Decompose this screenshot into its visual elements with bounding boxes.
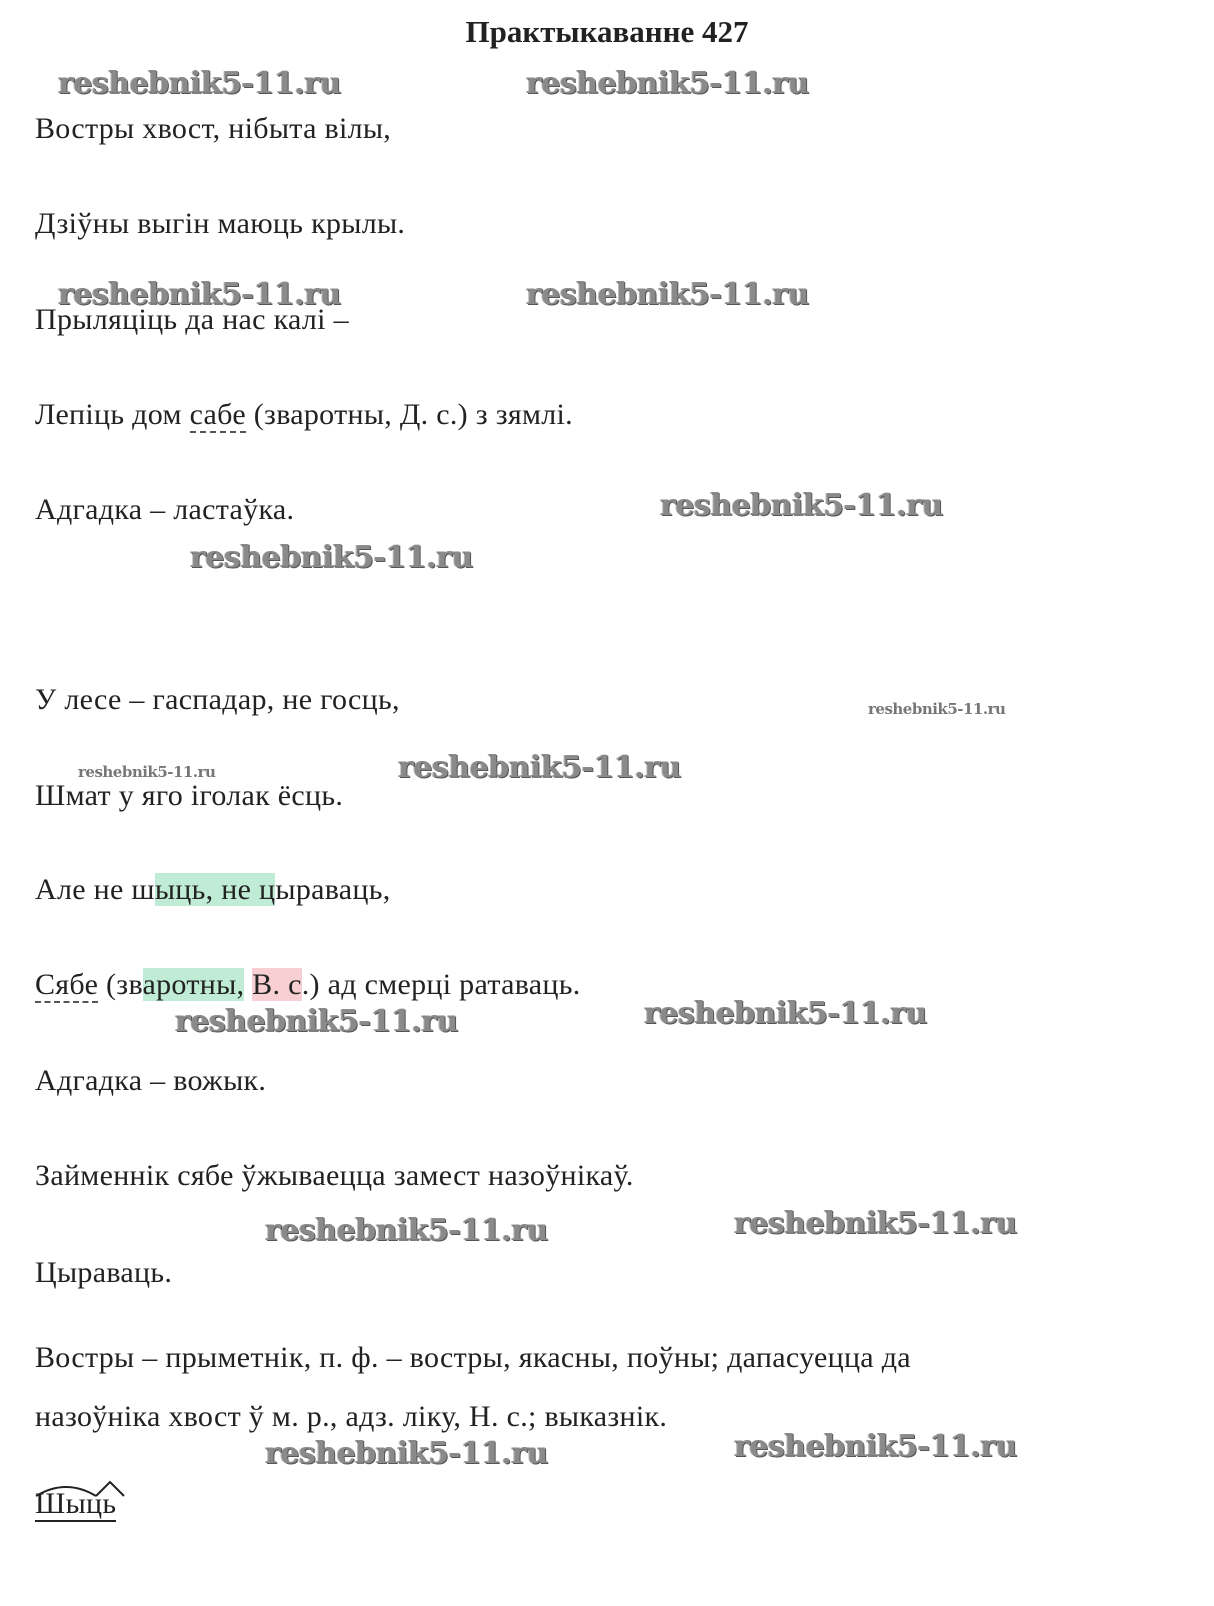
text-line	[35, 1487, 116, 1521]
watermark: reshebnik5-11.ru	[734, 1429, 1017, 1464]
watermark: reshebnik5-11.ru	[734, 1206, 1017, 1241]
text-segment: .) ад смерці ратаваць.	[301, 968, 581, 1001]
watermark: reshebnik5-11.ru	[175, 1004, 458, 1039]
watermark: reshebnik5-11.ru	[868, 700, 1006, 718]
text-line	[35, 873, 391, 907]
highlight: аротны,	[142, 968, 245, 1001]
watermark: reshebnik5-11.ru	[526, 66, 809, 101]
text-line: Прыляціць да нас калі –	[35, 303, 349, 336]
text-line: Дзіўны выгін маюць крылы.	[35, 207, 406, 240]
watermark: reshebnik5-11.ru	[58, 66, 341, 101]
watermark: reshebnik5-11.ru	[78, 763, 216, 781]
text-segment: (зв	[98, 968, 143, 1001]
text-line: Займеннік сябе ўжываецца замест назоўнікаў.	[35, 1159, 634, 1192]
text-line: У лесе – гаспадар, не госць,	[35, 683, 400, 716]
highlight: ыць, не ц	[154, 873, 276, 906]
word-parsed: Шыць	[35, 1487, 117, 1520]
page-title: Практыкаванне 427	[465, 14, 749, 49]
text-line	[35, 968, 581, 1002]
watermark: reshebnik5-11.ru	[58, 277, 341, 312]
watermark: reshebnik5-11.ru	[644, 996, 927, 1031]
highlight: В. с	[252, 968, 302, 1001]
pronoun-underlined: сабе	[189, 398, 246, 431]
text-line: Шмат у яго іголак ёсць.	[35, 779, 344, 812]
watermark: reshebnik5-11.ru	[265, 1213, 548, 1248]
text-segment: ыраваць,	[275, 873, 391, 906]
text-line: назоўніка хвост ў м. р., адз. ліку, Н. с.; выказнік.	[35, 1400, 668, 1433]
text-line	[35, 398, 573, 432]
watermark: reshebnik5-11.ru	[660, 488, 943, 523]
text-line: Востры хвост, нібыта вілы,	[35, 112, 392, 145]
text-segment: Але не ш	[35, 873, 155, 906]
text-segment: Лепіць дом	[35, 398, 190, 431]
text-line: Востры – прыметнік, п. ф. – востры, якасны, поўны; дапасуецца да	[35, 1341, 911, 1374]
watermark: reshebnik5-11.ru	[190, 540, 473, 575]
watermark: reshebnik5-11.ru	[265, 1436, 548, 1471]
text-segment	[244, 968, 252, 1001]
text-line: Адгадка – ластаўка.	[35, 493, 295, 526]
text-segment: (зваротны, Д. с.) з зямлі.	[245, 398, 573, 431]
watermark: reshebnik5-11.ru	[526, 277, 809, 312]
watermark: reshebnik5-11.ru	[398, 750, 681, 785]
pronoun-underlined: Сябе	[35, 968, 99, 1001]
text-line: Адгадка – вожык.	[35, 1064, 267, 1097]
text-line: Цыраваць.	[35, 1256, 173, 1289]
